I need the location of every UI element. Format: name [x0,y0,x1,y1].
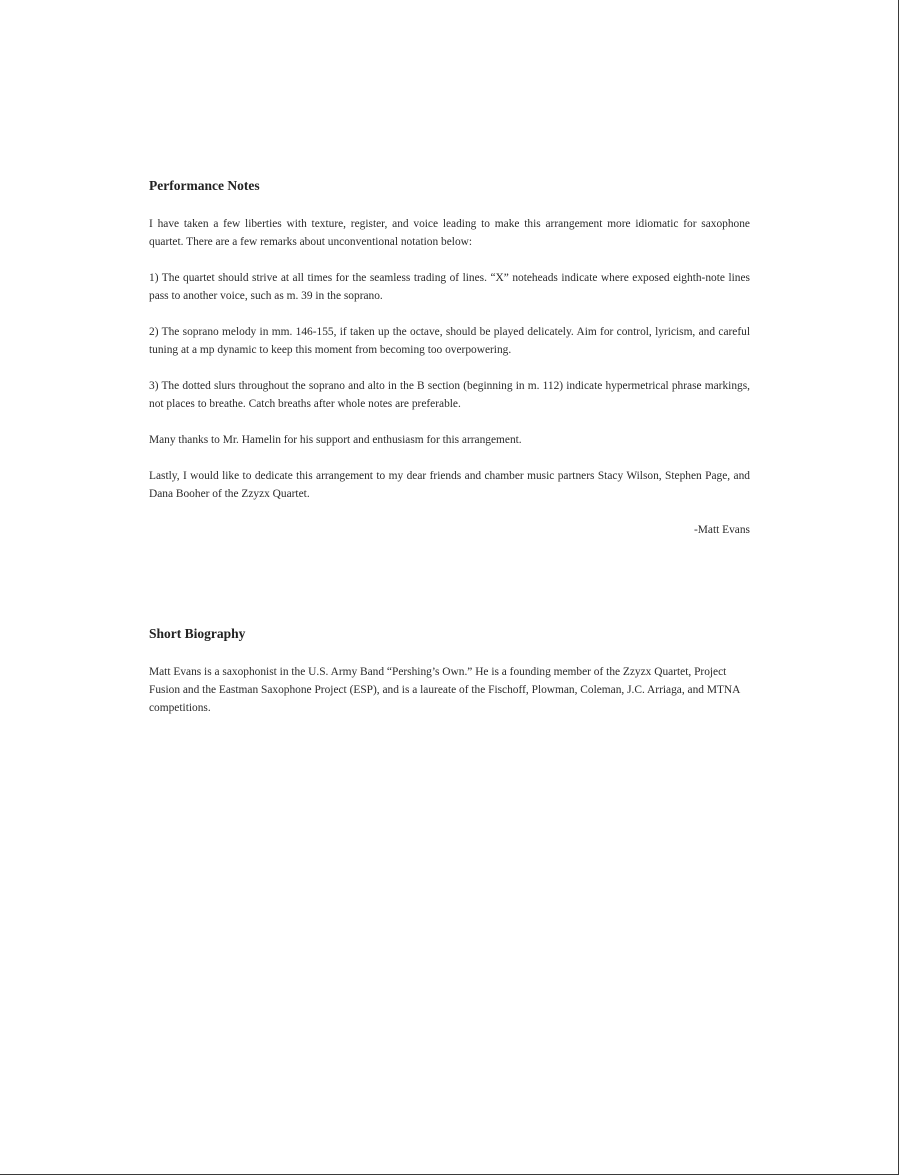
notes-dedication-paragraph: Lastly, I would like to dedicate this arrangement to my dear friends and chamber music partners Stacy Wilson, Stephen Page, and Dana Booher of the Zzyzx Quartet. [149,470,750,500]
notes-item-1: 1) The quartet should strive at all times for the seamless trading of lines. “X” noteheads indicate where exposed eighth-note lines pass to another voice, such as m. 39 in the soprano. [149,272,750,302]
biography-text: Matt Evans is a saxophonist in the U.S. Army Band “Pershing’s Own.” He is a founding member of the Zzyzx Quartet, Project Fusion and the Eastman Saxophone Project (ESP), and is a laureate of the Fischoff, Plowman, Coleman, J.C. Arriaga, and MTNA competitions. [149,666,740,714]
notes-item-3: 3) The dotted slurs throughout the soprano and alto in the B section (beginning in m. 112) indicate hypermetrical phrase markings, not places to breathe. Catch breaths after whole notes are preferable. [149,380,750,410]
performance-notes-heading: Performance Notes [149,178,260,193]
signature: -Matt Evans [694,524,750,536]
biography-section [149,624,750,735]
notes-intro-paragraph: I have taken a few liberties with texture, register, and voice leading to make this arrangement more idiomatic for saxophone quartet. There are a few remarks about unconventional notation below: [149,218,750,248]
notes-item-2: 2) The soprano melody in mm. 146-155, if taken up the octave, should be played delicately. Aim for control, lyricism, and careful tuning at a mp dynamic to keep this moment from becoming too overpowering. [149,326,750,356]
performance-notes-section [149,176,750,557]
notes-thanks-paragraph: Many thanks to Mr. Hamelin for his support and enthusiasm for this arrangement. [149,434,522,446]
biography-heading: Short Biography [149,626,246,641]
